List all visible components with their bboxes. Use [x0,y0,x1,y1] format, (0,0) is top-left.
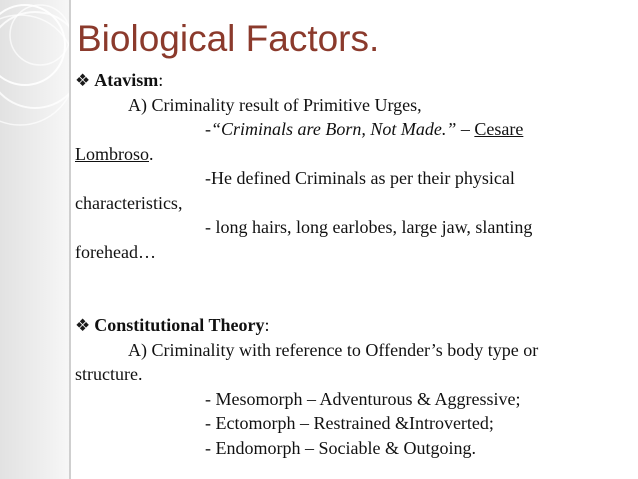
author-last-name: Lombroso [75,143,149,164]
constitutional-point-a-2: structure. [75,364,143,384]
constitutional-heading: Constitutional Theory [94,315,265,335]
atavism-point-a: A) Criminality result of Primitive Urges, [128,94,422,115]
slide-title: Biological Factors. [77,18,380,59]
slide-body [75,68,630,460]
traits-line-2: forehead… [75,241,156,262]
atavism-heading-line: ❖ Atavism: [75,70,164,90]
body-type-endomorph: - Endomorph – Sociable & Outgoing. [205,437,476,458]
traits-line-1: - long hairs, long earlobes, large jaw, slanting [205,217,533,237]
lombroso-quote: “Criminals are Born, Not Made.” [211,119,457,139]
constitutional-heading-line: ❖ Constitutional Theory: [75,315,270,335]
diamond-bullet-icon: ❖ [75,316,91,335]
lombroso-quote-line: -“Criminals are Born, Not Made.” – Cesare [205,119,524,139]
author-first-name: Cesare [474,119,524,139]
diamond-bullet-icon: ❖ [75,71,91,90]
body-type-ectomorph: - Ectomorph – Restrained &Introverted; [205,413,494,433]
author-last-line: Lombroso. [75,143,154,164]
defined-line-2: characteristics, [75,192,183,213]
body-type-mesomorph: - Mesomorph – Adventurous & Aggressive; [205,388,521,409]
defined-line-1: -He defined Criminals as per their physical [205,168,515,188]
divider-line [69,0,71,479]
atavism-heading: Atavism [94,70,159,90]
constitutional-point-a-1: A) Criminality with reference to Offender’s body type or [128,339,539,360]
